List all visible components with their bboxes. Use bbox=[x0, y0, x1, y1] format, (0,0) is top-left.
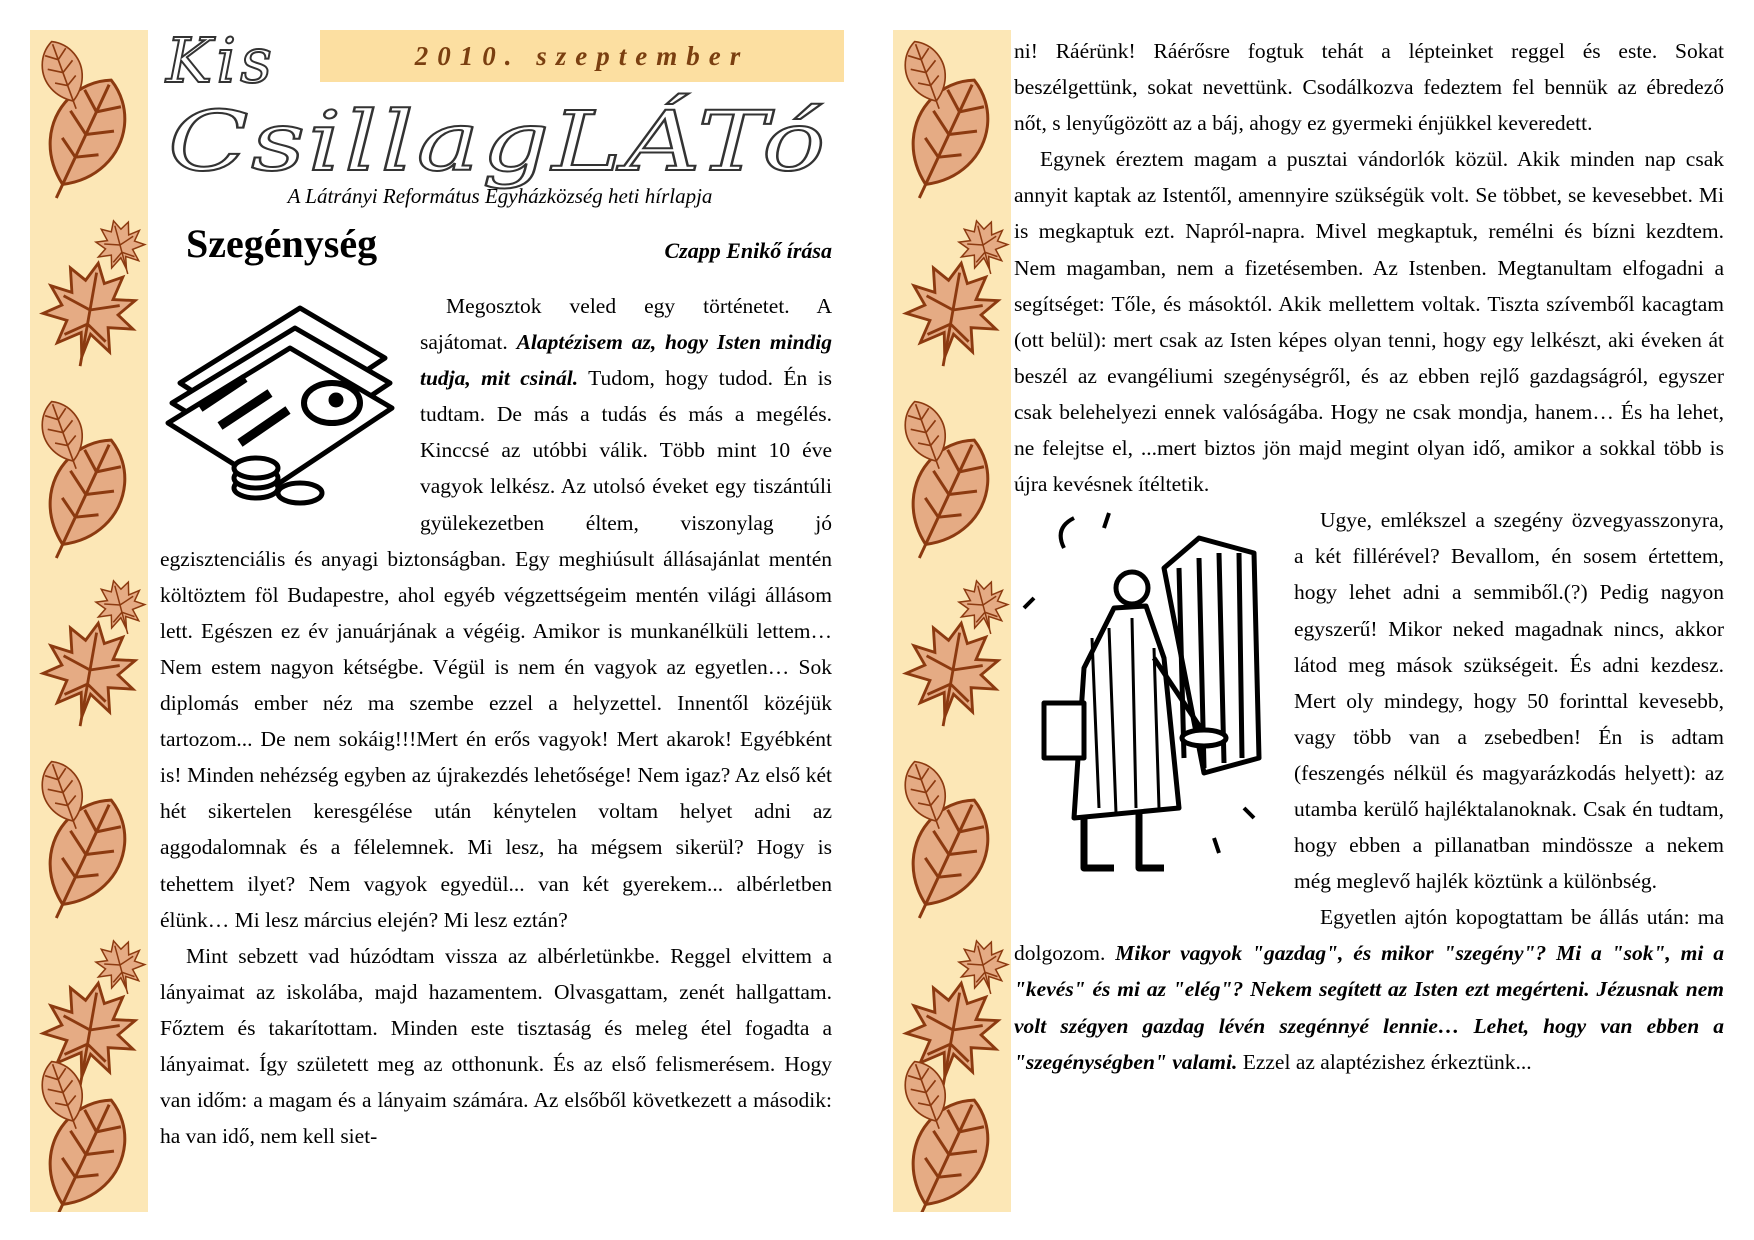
body-text: Megosztok veled egy történetet. A sajátomat. bbox=[420, 294, 832, 355]
emphasis-text: Mikor vagyok "gazdag", és mikor "szegény"? Mi a "sok", mi a "kevés" és mi az "elég"? Nekem segített az Isten ezt megérteni. Jézusnak nem volt szégyen gazdag lévén szegénnyé lennie… Lehet, hogy van ebben a "szegénységben" valami. bbox=[1014, 941, 1724, 1074]
byline: Czapp Enikő írása bbox=[664, 238, 832, 263]
banknotes-and-coins-icon bbox=[160, 288, 410, 508]
autumn-leaf-icon bbox=[893, 30, 1011, 1212]
body-text: Ezzel az alaptézishez érkeztünk... bbox=[1237, 1049, 1532, 1074]
body-text: Ugye, emlékszel a szegény özvegyasszonyra, a két fillérével? Bevallom, én sosem értettem, hogy lehet adni a semmiből.(?) Pedig nagyon egyszerű! Mikor neked magadnak nincs, akkor látod meg mások szükségeit. És adni kezdesz. Mert oly mindegy, hogy 50 forinttal kevesebb, vagy több van a zsebedben! Én is adtam (feszengés nélkül és magyarázkodás helyett): az utamba kerülő hajléktalanoknak. Csak én tudtam, hogy ebben a pillanatban mindössze a nekem még meglevő hajlék köztünk a különbség. bbox=[1294, 508, 1724, 894]
issue-date: 2010. szeptember bbox=[320, 30, 844, 82]
tagline: A Látrányi Református Egyházközség heti hírlapja bbox=[287, 184, 713, 208]
right-text-column bbox=[1014, 33, 1724, 1080]
paragraph bbox=[1014, 899, 1724, 1079]
paragraph bbox=[160, 938, 832, 1155]
article-title: Szegénység bbox=[186, 221, 378, 266]
masthead-logo bbox=[160, 20, 850, 190]
masthead-line2: CsillagLÁTó bbox=[168, 95, 682, 190]
masthead-line1: Kis bbox=[166, 24, 276, 97]
autumn-leaf-border-left bbox=[30, 30, 148, 1212]
autumn-leaf-border-right bbox=[893, 30, 1011, 1212]
paragraph bbox=[1014, 33, 1724, 141]
body-text: ni! Ráérünk! Ráérősre fogtuk tehát a lépteinket reggel és este. Sokat beszélgettünk, sokat nevettünk. Csodálkozva fedeztem fel bennük az ébredező nőt, s lenyűgözött az a báj, ahogy ez gyermeki énjükkel keveredett. bbox=[1014, 39, 1724, 136]
beggar-with-hat-icon bbox=[1014, 508, 1284, 908]
left-text-column bbox=[160, 288, 832, 1154]
body-text: Egynek éreztem magam a pusztai vándorlók közül. Akik minden nap csak annyit kaptak az Istentől, amennyire szükségük volt. Se többet, se kevesebbet. Mi is megkaptuk ezt. Napról-napra. Mivel megkaptuk, remélni és bízni kezdtem. Nem magamban, nem a fizetésemben. Az Istenben. Megtanultam elfogadni a segítséget: Tőle, és másoktól. Akik mellettem voltak. Tiszta szívemből kacagtam (ott belül): mert csak az Isten képes olyan tenni, hogy egy lelkészt, aki éveken át beszél az evangéliumi szegénységről, és az ebben rejlő gazdagságról, egyszer csak belehelyezi ennek valóságába. Hogy ne csak mondja, hanem… És ha lehet, ne felejtse el, ...mert biztos jön majd megint olyan idő, amikor a sokkal több is újra kevésnek ítéltetik. bbox=[1014, 147, 1724, 497]
paragraph bbox=[1014, 502, 1724, 899]
body-text: Mint sebzett vad húzódtam vissza az albérletünkbe. Reggel elvittem a lányaimat az iskolába, majd hazamentem. Olvasgattam, zenét hallgattam. Főztem és takarítottam. Minden este tisztaság és meleg étel fogadta a lányaimat. Így született meg az otthonunk. És az első felismerésem. Hogy van időm: a magam és a lányaim számára. Az elsőből következett a második: ha van idő, nem kell siet- bbox=[160, 943, 832, 1149]
body-text: Tudom, hogy tudod. Én is tudtam. De más a tudás és más a megélés. Kinccsé az utóbbi válik. Több mint 10 éve vagyok lelkész. Az utolsó éveket egy tiszántúli gyülekezetben éltem, viszonylag jó egzisztenciális és anyagi biztonságban. Egy meghiúsult állásajánlat mentén költöztem föl Budapestre, ahol egyéb végzettségeim mentén világi állásom lett. Egészen ez év januárjának a végéig. Amikor is munkanélküli lettem…Nem estem nagyon kétségbe. Végül is nem én vagyok az egyetlen… Sok diplomás ember néz ma szembe ezzel a helyzettel. Innentől közéjük tartozom... De nem sokáig!!!Mert én erős vagyok! Mert akarok! Egyébként is! Minden nehézség egyben az újrakezdés lehetősége! Nem igaz? Az első két hét sikertelen keresgélése után kénytelen voltam helyet adni az aggodalomnak és a félelemnek. Mi lesz, ha mégsem sikerül? Hogy is tehettem ilyet? Nem vagyok egyedül... van két gyerekem... albérletben élünk… Mi lesz március elején? Mi lesz eztán? bbox=[160, 366, 832, 932]
emphasis-text: Alaptézisem az, hogy Isten mindig tudja, mit csinál. bbox=[420, 330, 832, 391]
paragraph bbox=[1014, 141, 1724, 502]
body-text: Egyetlen ajtón kopogtattam be állás után: ma dolgozom. bbox=[1014, 905, 1724, 966]
autumn-leaf-icon bbox=[30, 30, 148, 1212]
